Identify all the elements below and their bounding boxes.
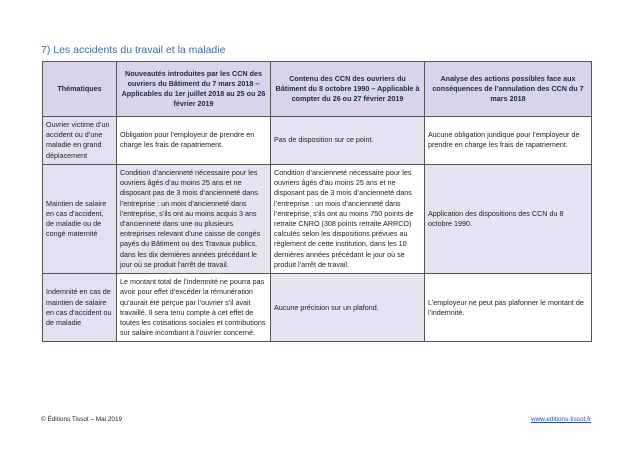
table-row xyxy=(43,274,592,342)
header-themes: Thématiques xyxy=(43,62,117,117)
comparison-table xyxy=(42,61,592,342)
header-new-ccn: Nouveautés introduites par les CCN des ouvriers du Bâtiment du 7 mars 2018 – Applicables du 1er juillet 2018 au 25 ou 26 février 2019 xyxy=(117,62,271,117)
row-theme: Ouvrier victime d’un accident ou d’une maladie en grand déplacement xyxy=(43,117,117,165)
row-new-provision: Obligation pour l’employeur de prendre en charge les frais de rapatriement. xyxy=(117,117,271,165)
table-row xyxy=(43,117,592,165)
row-old-provision: Pas de disposition sur ce point. xyxy=(271,117,425,165)
row-theme: Indemnité en cas de maintien de salaire en cas d’accident ou de maladie xyxy=(43,274,117,342)
footer-copyright: © Éditions Tissot – Mai 2019 xyxy=(41,416,123,423)
table-row xyxy=(43,164,592,273)
row-theme: Maintien de salaire en cas d’accident, de maladie ou de congé maternité xyxy=(43,164,117,273)
section-title: 7) Les accidents du travail et la maladie xyxy=(41,44,226,56)
row-analysis: L’employeur ne peut pas plafonner le montant de l’indemnité. xyxy=(425,274,592,342)
row-analysis: Aucune obligation juridique pour l’employeur de prendre en charge les frais de rapatriement. xyxy=(425,117,592,165)
row-new-provision: Le montant total de l’indemnité ne pourra pas avoir pour effet d’excéder la rémunération qu’aurait été perçue par l’ouvrier s’il avait travaillé. Il sera tenu compte à cet effet de toutes les cotisations sociales et contributions sur salaire incombant à l’ouvrier concerné. xyxy=(117,274,271,342)
row-analysis: Application des dispositions des CCN du 8 octobre 1990. xyxy=(425,164,592,273)
row-new-provision: Condition d’ancienneté nécessaire pour les ouvriers âgés d’au moins 25 ans et ne disposant pas de 3 mois d’ancienneté dans l’entreprise : un mois d’ancienneté dans l’entreprise, s’ils ont au moins acquis 3 ans d’ancienneté dans une ou plusieurs entreprises relevant d’une caisse de congés payés du Bâtiment ou des Travaux publics, dans les dix dernières années précédant le jour où se produit l’arrêt de travail. xyxy=(117,164,271,273)
header-analysis: Analyse des actions possibles face aux conséquences de l’annulation des CCN du 7 mars 2018 xyxy=(425,62,592,117)
table-header-row xyxy=(43,62,592,117)
row-old-provision: Condition d’ancienneté nécessaire pour les ouvriers âgés d’au moins 25 ans et ne disposant pas de 3 mois d’ancienneté dans l’entreprise : un mois d’ancienneté dans l’entreprise, s’ils ont au moins 750 points de retraite CNRO (308 points retraite ARRCO) calculés selon les dispositions prévues au règlement de cette institution, dans les 10 dernières années précédant le jour où se produit l’arrêt de travail. xyxy=(271,164,425,273)
footer-website-link[interactable]: www.editions-tissot.fr xyxy=(530,416,591,423)
header-old-ccn: Contenu des CCN des ouvriers du Bâtiment du 8 octobre 1990 – Applicable à compter du 26 ou 27 février 2019 xyxy=(271,62,425,117)
row-old-provision: Aucune précision sur un plafond. xyxy=(271,274,425,342)
